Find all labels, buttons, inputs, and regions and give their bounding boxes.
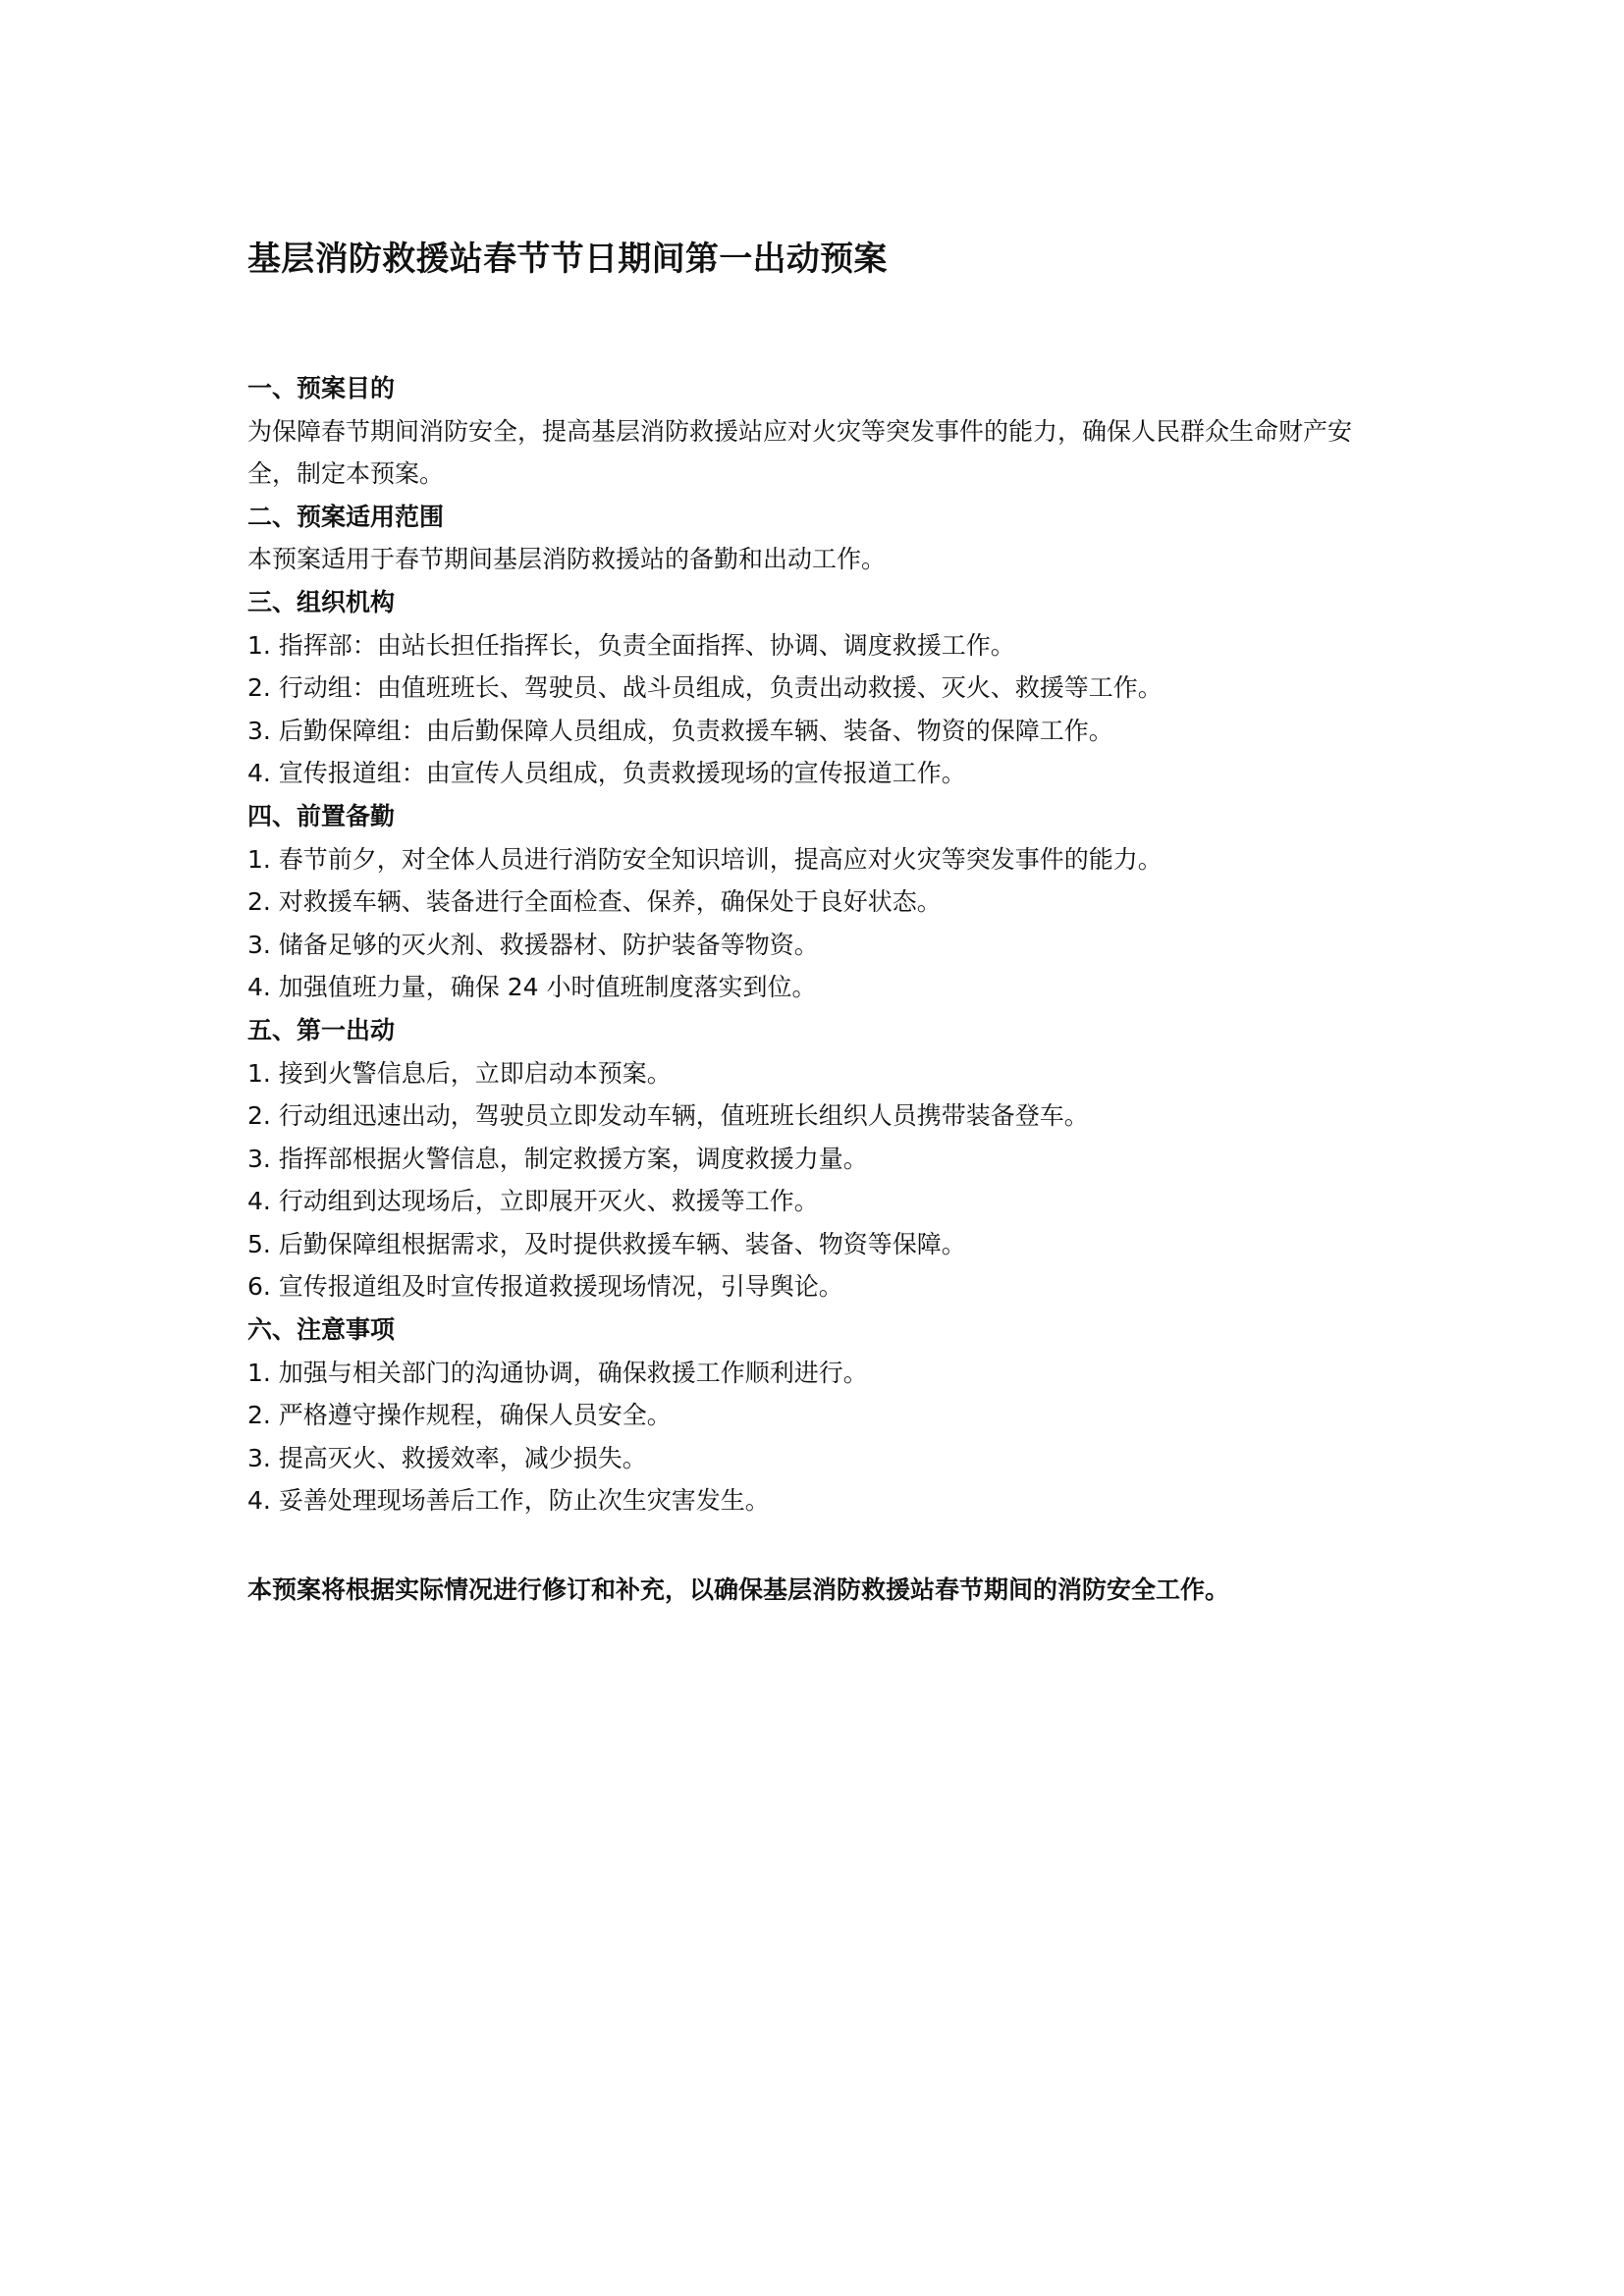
list-item: 1. 加强与相关部门的沟通协调，确保救援工作顺利进行。 bbox=[247, 1358, 868, 1387]
list-item: 1. 春节前夕，对全体人员进行消防安全知识培训，提高应对火灾等突发事件的能力。 bbox=[247, 844, 1163, 874]
list-item: 4. 妥善处理现场善后工作，防止次生灾害发生。 bbox=[247, 1486, 770, 1516]
document-body bbox=[247, 367, 1386, 1522]
list-item: 3. 后勤保障组：由后勤保障人员组成，负责救援车辆、装备、物资的保障工作。 bbox=[247, 716, 1113, 745]
section-first-dispatch bbox=[247, 1009, 1386, 1308]
list-item: 2. 行动组迅速出动，驾驶员立即发动车辆，值班班长组织人员携带装备登车。 bbox=[247, 1101, 1089, 1131]
section-heading: 三、组织机构 bbox=[247, 587, 396, 616]
section-heading: 五、第一出动 bbox=[247, 1015, 396, 1044]
list-item: 5. 后勤保障组根据需求，及时提供救援车辆、装备、物资等保障。 bbox=[247, 1229, 966, 1258]
section-notes bbox=[247, 1308, 1386, 1522]
list-item: 4. 宣传报道组：由宣传人员组成，负责救援现场的宣传报道工作。 bbox=[247, 759, 966, 788]
list-item: 1. 接到火警信息后，立即启动本预案。 bbox=[247, 1058, 672, 1088]
list-item: 6. 宣传报道组及时宣传报道救援现场情况，引导舆论。 bbox=[247, 1272, 843, 1302]
section-paragraph: 为保障春节期间消防安全，提高基层消防救援站应对火灾等突发事件的能力，确保人民群众生命财产安全，制定本预案。 bbox=[247, 416, 1353, 489]
list-item: 4. 加强值班力量，确保 24 小时值班制度落实到位。 bbox=[247, 973, 817, 1002]
list-item: 4. 行动组到达现场后，立即展开灭火、救援等工作。 bbox=[247, 1187, 819, 1216]
list-item: 1. 指挥部：由站长担任指挥长，负责全面指挥、协调、调度救援工作。 bbox=[247, 630, 1015, 660]
closing-statement: 本预案将根据实际情况进行修订和补充，以确保基层消防救援站春节期间的消防安全工作。 bbox=[247, 1575, 1230, 1604]
list-item: 2. 严格遵守操作规程，确保人员安全。 bbox=[247, 1401, 672, 1430]
section-heading: 六、注意事项 bbox=[247, 1315, 396, 1345]
document-title: 基层消防救援站春节节日期间第一出动预案 bbox=[247, 240, 888, 279]
section-heading: 四、前置备勤 bbox=[247, 801, 396, 830]
list-item: 3. 储备足够的灭火剂、救援器材、防护装备等物资。 bbox=[247, 930, 819, 959]
section-scope bbox=[247, 496, 1386, 581]
list-item: 3. 指挥部根据火警信息，制定救援方案，调度救援力量。 bbox=[247, 1144, 868, 1173]
list-item: 3. 提高灭火、救援效率，减少损失。 bbox=[247, 1443, 647, 1472]
section-purpose bbox=[247, 367, 1386, 496]
list-item: 2. 行动组：由值班班长、驾驶员、战斗员组成，负责出动救援、灭火、救援等工作。 bbox=[247, 673, 1163, 703]
section-organization bbox=[247, 581, 1386, 795]
section-standby bbox=[247, 795, 1386, 1009]
section-heading: 二、预案适用范围 bbox=[247, 502, 445, 531]
section-paragraph: 本预案适用于春节期间基层消防救援站的备勤和出动工作。 bbox=[247, 545, 887, 574]
list-item: 2. 对救援车辆、装备进行全面检查、保养，确保处于良好状态。 bbox=[247, 887, 942, 917]
section-heading: 一、预案目的 bbox=[247, 374, 396, 402]
